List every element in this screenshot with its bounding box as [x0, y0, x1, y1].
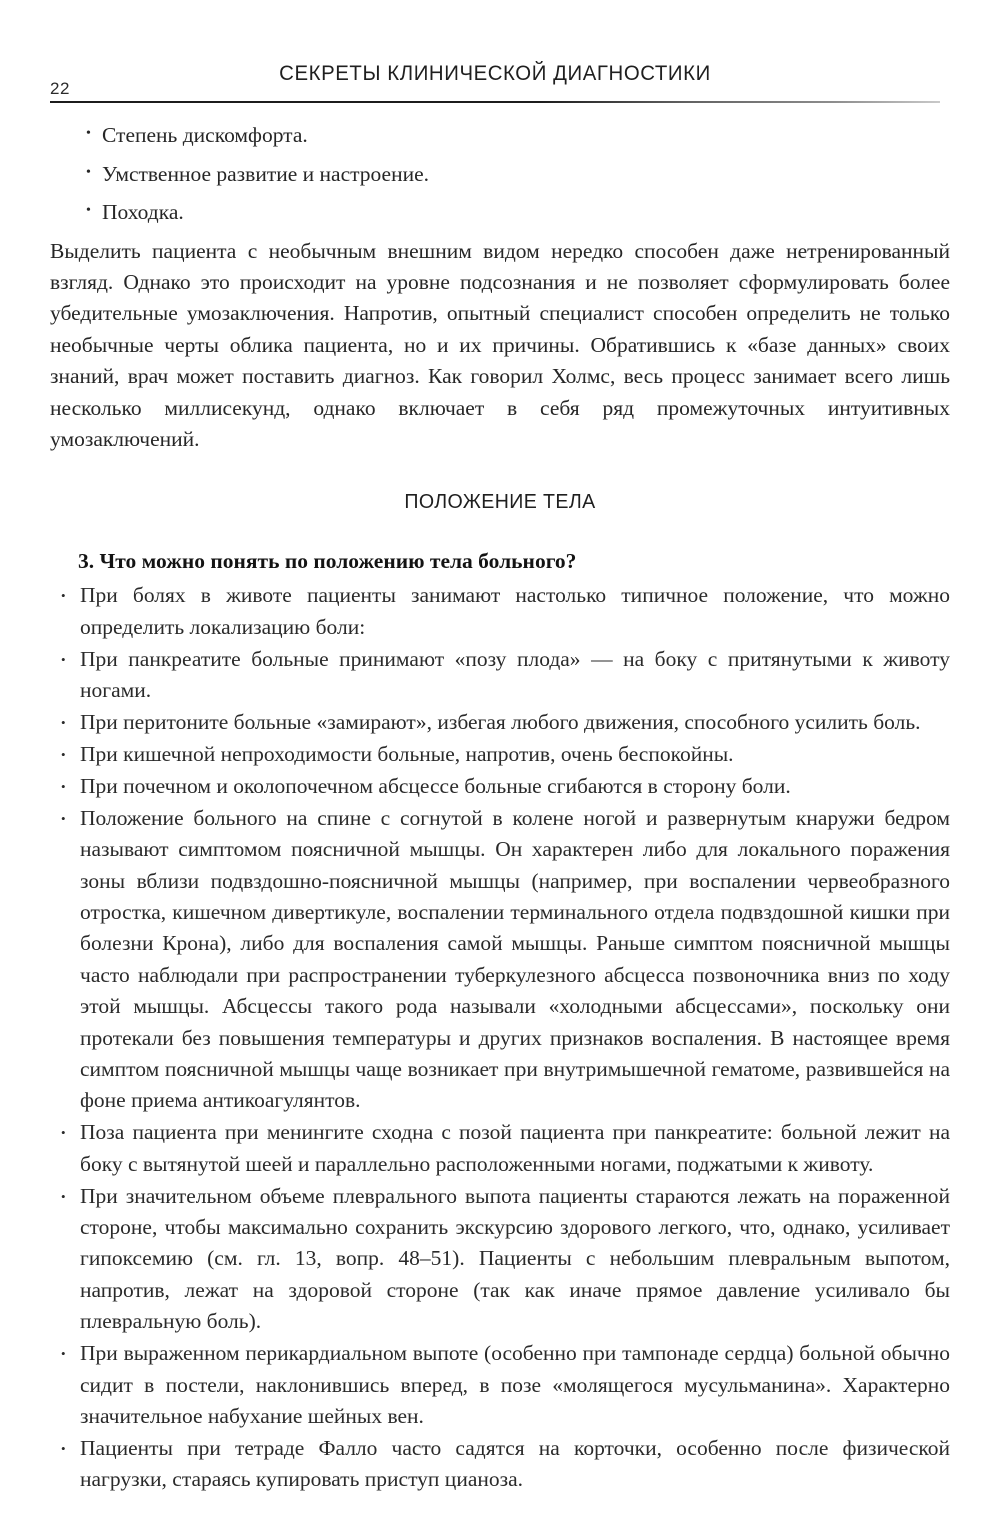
header-rule — [50, 101, 940, 103]
list-item: • Походка. — [86, 197, 950, 227]
list-item: • Степень дискомфорта. — [86, 120, 950, 150]
answer-bullet-list — [50, 580, 950, 1495]
question-heading: 3. Что можно понять по положению тела больного? — [78, 549, 577, 574]
list-item: • При значительном объеме плеврального выпота пациенты стараются лежать на пораженной стороне, чтобы максимально сохранить экскурсию здорового легкого, что, однако, усиливает гипоксемию (см. гл. 13, вопр. 48–51). Пациенты с небольшим плевральным выпотом, напротив, лежат на здоровой стороне (так как иначе прямое давление усиливало бы плевральную боль). — [58, 1181, 950, 1338]
page-body — [50, 120, 950, 1496]
list-item: • При перитоните больные «замирают», избегая любого движения, способного усилить боль. — [58, 707, 950, 738]
list-item: • Пациенты при тетраде Фалло часто садятся на корточки, особенно после физической нагрузки, стараясь купировать приступ цианоза. — [58, 1433, 950, 1496]
list-item: • При почечном и околопочечном абсцессе больные сгибаются в сторону боли. — [58, 771, 950, 802]
list-item: • При кишечной непроходимости больные, напротив, очень беспокойны. — [58, 739, 950, 770]
list-item: • Положение больного на спине с согнутой в колене ногой и развернутым кнаружи бедром называют симптомом поясничной мышцы. Он характерен либо для локального поражения зоны вблизи подвздошно-поясничной мышцы (например, при воспалении червеобразного отростка, кишечном дивертикуле, воспалении терминального отдела подвздошной кишки при болезни Крона), либо для воспаления самой мышцы. Раньше симптом поясничной мышцы часто наблюдали при распространении туберкулезного абсцесса позвоночника вниз по ходу этой мышцы. Абсцессы такого рода называли «холодными абсцессами», поскольку они протекали без повышения температуры и других признаков воспаления. В настоящее время симптом поясничной мышцы чаще возникает при внутримышечной гематоме, развившейся на фоне приема антикоагулянтов. — [58, 803, 950, 1117]
section-title: ПОЛОЖЕНИЕ ТЕЛА — [404, 491, 596, 514]
intro-bullet-list — [50, 120, 950, 227]
page-number: 22 — [50, 79, 70, 98]
running-head — [50, 62, 940, 102]
list-item: • При выраженном перикардиальном выпоте (особенно при тампонаде сердца) больной обычно сидит в постели, наклонившись вперед, в позе «молящегося мусульманина». Характерно значительное набухание шейных вен. — [58, 1338, 950, 1432]
intro-paragraph: Выделить пациента с необычным внешним видом нередко способен даже нетренированный взгляд. Однако это происходит на уровне подсознания и не позволяет сформулировать более убедительные умозаключения. Напротив, опытный специалист способен определить не только необычные черты облика пациента, но и их причины. Обратившись к «базе данных» своих знаний, врач может поставить диагноз. Как говорил Холмс, весь процесс занимает всего лишь несколько миллисекунд, однако включает в себя ряд промежуточных интуитивных умозаключений. — [50, 238, 950, 451]
list-item: • Поза пациента при менингите сходна с позой пациента при панкреатите: больной лежит на боку с вытянутой шеей и параллельно расположенными ногами, поджатыми к животу. — [58, 1117, 950, 1180]
running-head-title: СЕКРЕТЫ КЛИНИЧЕСКОЙ ДИАГНОСТИКИ — [279, 62, 711, 85]
list-item: • Умственное развитие и настроение. — [86, 159, 950, 189]
list-item: • При панкреатите больные принимают «позу плода» — на боку с притянутыми к животу ногами. — [58, 644, 950, 707]
list-item: • При болях в животе пациенты занимают настолько типичное положение, что можно определить локализацию боли: — [58, 580, 950, 643]
